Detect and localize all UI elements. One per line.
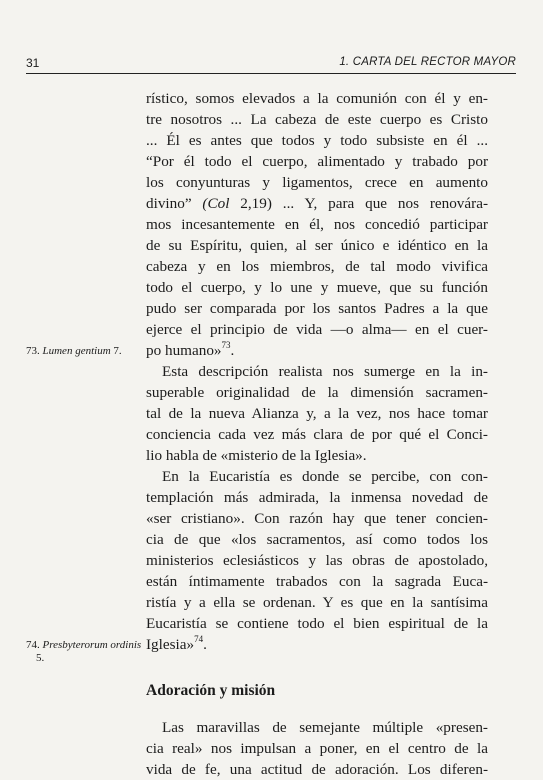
body-line: todo el cuerpo, y lo une y mueve, que su función <box>146 279 488 296</box>
body-line: «ser cristiano». Con razón hay que tener concien- <box>146 510 488 527</box>
body-line: los conyunturas y ligamentos, crece en aumento <box>146 174 488 191</box>
body-line: cia de que «los sacramentos, así como todos los <box>146 531 488 548</box>
footnote-ref-73: 73 <box>221 339 231 350</box>
body-line: rístico, somos elevados a la comunión con él y en- <box>146 90 488 107</box>
header-rule <box>26 73 516 74</box>
body-line: divino” (Col 2,19) ... Y, para que nos renovára- <box>146 195 489 212</box>
body-line: conciencia cada vez más clara de por qué el Conci- <box>146 426 488 443</box>
footnote-ref-74: 74 <box>194 633 204 644</box>
body-line: cabeza y en los miembros, de tal modo vivifica <box>146 258 488 275</box>
footnote-73: 73. Lumen gentium 7. <box>26 345 122 357</box>
running-header <box>26 56 516 72</box>
body-line: cia real» nos impulsan a poner, en el centro de la <box>146 740 488 757</box>
body-line: ejerce el principio de vida —o alma— en el cuer- <box>146 321 488 338</box>
body-line: mos incesantemente en él, nos concedió participar <box>146 216 488 233</box>
body-line: templación más admirada, la inmensa novedad de <box>146 489 488 506</box>
body-line: Eucaristía se contiene todo el bien espiritual de la <box>146 615 488 632</box>
body-line: tre nosotros ... La cabeza de este cuerpo es Cristo <box>146 111 488 128</box>
body-line: Las maravillas de semejante múltiple «presen- <box>162 719 488 736</box>
body-line: ... Él es antes que todos y todo subsiste en él ... <box>146 132 488 149</box>
section-heading: Adoración y misión <box>146 682 276 699</box>
body-line: ristía y a ella se ordenan. Y es que en la santísima <box>146 594 488 611</box>
footnote-74: 74. Presbyterorum ordinis 5. <box>26 639 142 664</box>
body-line: están íntimamente trabados con la sagrada Euca- <box>146 573 488 590</box>
body-line: lio habla de «misterio de la Iglesia». <box>146 447 367 464</box>
page-number: 31 <box>26 56 40 70</box>
body-line: ministerios eclesiásticos y las obras de apostolado, <box>146 552 488 569</box>
body-line: Iglesia»$^{74}$. <box>146 633 207 653</box>
body-line: de su Espíritu, quien, al ser único e idéntico en la <box>146 237 488 254</box>
body-line: pudo ser comparada por los santos Padres a la que <box>146 300 488 317</box>
body-line: “Por él todo el cuerpo, alimentado y trabado por <box>146 153 488 170</box>
running-title: 1. CARTA DEL RECTOR MAYOR <box>339 56 516 68</box>
body-line: tal de la nueva Alianza y, a la vez, nos hace tomar <box>146 405 488 422</box>
body-line: Esta descripción realista nos sumerge en la in- <box>162 363 488 380</box>
body-line: superable originalidad de la dimensión sacramen- <box>146 384 488 401</box>
body-line: vida de fe, una actitud de adoración. Los diferen- <box>146 761 488 778</box>
citation-col: (Col <box>202 195 230 212</box>
body-line: En la Eucaristía es donde se percibe, con con- <box>162 468 488 485</box>
body-line: po humano»$^{73}$. <box>146 339 235 359</box>
